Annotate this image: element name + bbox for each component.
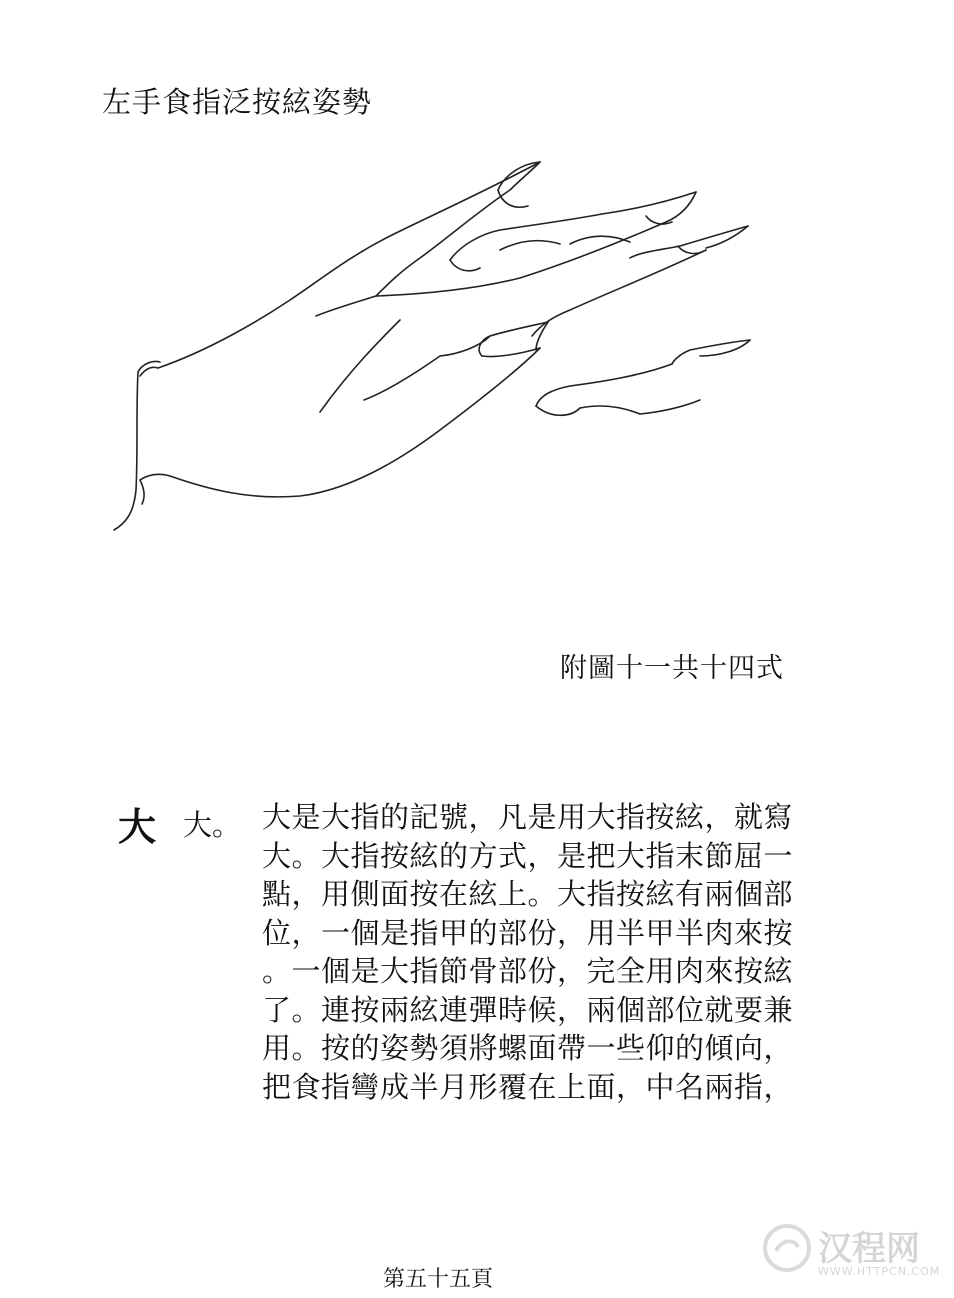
entry-body	[262, 798, 810, 1106]
body-line: 點，用側面按在絃上。大指按絃有兩個部	[262, 877, 794, 911]
page-title: 左手食指泛按絃姿勢	[102, 85, 373, 119]
watermark-url: WWW.HTTPCN.COM	[818, 1265, 941, 1278]
body-line: 位，一個是指甲的部份，用半甲半肉來按	[262, 915, 794, 950]
page-number: 第五十五頁	[383, 1267, 494, 1292]
body-line: 大是大指的記號，凡是用大指按絃，就寫	[262, 800, 794, 834]
watermark-text: 汉程网	[818, 1229, 920, 1269]
body-line: 用。按的姿勢須將螺面帶一些仰的傾向，	[262, 1031, 794, 1065]
body-line: 把食指彎成半月形覆在上面，中名兩指，	[262, 1069, 794, 1104]
figure-caption: 附圖十一共十四式	[560, 653, 784, 684]
body-line: 大。大指按絃的方式，是把大指末節屈一	[262, 838, 794, 873]
hand-illustration	[100, 150, 820, 550]
entry-symbol: 大	[118, 805, 157, 849]
watermark	[760, 1215, 940, 1285]
entry-name: 大。	[183, 808, 242, 842]
watermark-logo-icon	[760, 1221, 814, 1275]
body-line: 了。連按兩絃連彈時候，兩個部位就要兼	[262, 992, 794, 1027]
body-line: 。一個是大指節骨部份，完全用肉來按絃	[262, 954, 794, 988]
